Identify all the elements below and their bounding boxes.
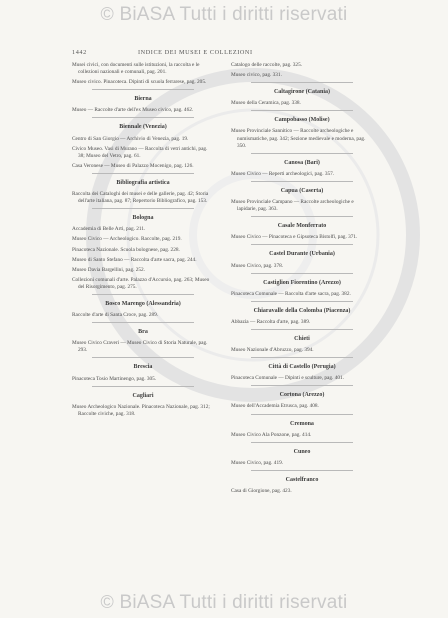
index-heading: Bologna bbox=[132, 215, 154, 222]
index-entry: Civico Museo. Vasi di Murano — Raccolta di vetri antichi, pag. 38; Museo del Vetro, pag. 61. bbox=[72, 145, 208, 159]
index-entry: Museo Nazionale d'Abruzzo, pag. 394. bbox=[231, 347, 314, 354]
index-entry: Pinacoteca Nazionale. Scuola bolognese, pag. 228. bbox=[72, 246, 180, 253]
index-heading: Cortona (Arezzo) bbox=[279, 392, 325, 399]
index-entry: Museo civico, pag. 331. bbox=[231, 72, 282, 79]
index-entry: Museo Civico, pag. 419. bbox=[231, 459, 284, 466]
index-heading: Canosa (Bari) bbox=[284, 159, 320, 166]
watermark-text: BiASA Tutti i diritti riservati bbox=[119, 592, 348, 613]
index-entry: Casa Veronese — Museo di Palazzo Mocenigo, pag. 126. bbox=[72, 162, 194, 169]
index-entry: Museo civico. Pinacoteca. Dipinti di scuola ferrarese, pag. 205. bbox=[72, 79, 207, 86]
index-heading: Castiglion Fiorentino (Arezzo) bbox=[263, 279, 341, 286]
index-heading: Brescia bbox=[133, 364, 153, 371]
index-entry: Museo Civico, pag. 378. bbox=[231, 262, 284, 269]
section-divider bbox=[92, 208, 194, 209]
section-divider bbox=[251, 82, 353, 83]
section-divider bbox=[251, 301, 353, 302]
index-heading: Cuneo bbox=[293, 448, 311, 455]
index-entry: Accademia di Belle Arti, pag. 211. bbox=[72, 226, 146, 233]
page-number: 1442 bbox=[72, 49, 87, 56]
index-entry: Museo — Raccolte d'arte dell'ex Museo civico, pag. 462. bbox=[72, 107, 194, 114]
index-entry: Museo Civico — Archeologico. Raccolte, pag. 219. bbox=[72, 236, 182, 243]
index-entry: Musei civici, con documenti sulle istituzioni, la raccolta e le collezioni nazionali e comunali, pag. 201. bbox=[72, 62, 200, 76]
index-entry: Raccolte d'arte di Santa Croce, pag. 289. bbox=[72, 312, 159, 319]
index-heading: Chiaravalle della Colomba (Piacenza) bbox=[253, 307, 351, 314]
section-divider bbox=[251, 442, 353, 443]
index-heading: Campobasso (Molise) bbox=[274, 117, 330, 124]
right-column bbox=[231, 62, 373, 498]
index-entry: Museo della Ceramica, pag. 338. bbox=[231, 100, 301, 107]
section-divider bbox=[251, 244, 353, 245]
index-heading: Castelfranco bbox=[285, 476, 319, 483]
index-entry: Casa di Giorgione, pag. 423. bbox=[231, 488, 292, 494]
index-heading: Cremona bbox=[290, 420, 314, 427]
index-entry: Catalogo delle raccolte, pag. 325. bbox=[231, 62, 303, 68]
left-column bbox=[72, 62, 214, 421]
watermark-top bbox=[0, 4, 448, 26]
section-divider bbox=[251, 414, 353, 415]
index-entry: Collezioni comunali d'arte. Palazzo d'Accursio, pag. 263; Museo del Risorgimento, pag. 275. bbox=[72, 276, 210, 290]
index-heading: Città di Castello (Perugia) bbox=[268, 364, 336, 371]
index-entry: Museo Provinciale Sannitico — Raccolte archeologiche e numismatiche, pag. 342; Sezione medievale e moderna, pag. 350. bbox=[231, 128, 366, 149]
index-entry: Museo Civico Craveri — Museo Civico di Storia Naturale, pag. 293. bbox=[72, 340, 208, 354]
index-entry: Pinacoteca Tosio Martinengo, pag. 305. bbox=[72, 375, 157, 382]
index-entry: Museo dell'Accademia Etrusca, pag. 408. bbox=[231, 403, 319, 410]
index-heading: Biennale (Venezia) bbox=[119, 124, 167, 131]
index-entry: Museo Archeologico Nazionale. Pinacoteca Nazionale, pag. 312; Raccolte civiche, pag. 318. bbox=[72, 403, 210, 417]
section-divider bbox=[251, 470, 353, 471]
index-entry: Museo Civico — Reperti archeologici, pag. 357. bbox=[231, 170, 335, 177]
copyright-symbol: © bbox=[100, 4, 115, 24]
section-divider bbox=[92, 89, 194, 90]
index-entry: Centro di San Giorgio — Archivio di Venezia, pag. 19. bbox=[72, 135, 189, 142]
section-divider bbox=[251, 385, 353, 386]
index-entry: Pinacoteca Comunale — Dipinti e sculture, pag. 401. bbox=[231, 375, 344, 382]
section-divider bbox=[251, 181, 353, 182]
section-divider bbox=[251, 153, 353, 154]
index-entry: Museo di Santo Stefano — Raccolta d'arte sacra, pag. 244. bbox=[72, 256, 197, 263]
section-divider bbox=[92, 386, 194, 387]
index-entry: Museo Civico Ala Ponzone, pag. 414. bbox=[231, 431, 312, 438]
index-entry: Pinacoteca Comunale — Raccolta d'arte sacra, pag. 382. bbox=[231, 290, 351, 297]
section-divider bbox=[251, 329, 353, 330]
index-heading: Castel Durante (Urbania) bbox=[269, 251, 335, 258]
section-divider bbox=[251, 273, 353, 274]
section-divider bbox=[251, 110, 353, 111]
section-divider bbox=[251, 357, 353, 358]
index-heading: Caltagirone (Catania) bbox=[273, 89, 331, 96]
index-entry: Museo Provinciale Campano — Raccolte archeologiche e lapidarie, pag. 363. bbox=[231, 199, 354, 213]
section-divider bbox=[92, 173, 194, 174]
index-heading: Cagliari bbox=[132, 392, 154, 399]
index-entry: Abbazia — Raccolta d'arte, pag. 389. bbox=[231, 318, 311, 325]
index-heading: Casale Monferrato bbox=[277, 223, 327, 230]
index-heading: Capua (Caserta) bbox=[280, 187, 324, 194]
index-entry: Museo Davia Bargellini, pag. 252. bbox=[72, 266, 146, 273]
watermark-bottom bbox=[0, 592, 448, 614]
section-divider bbox=[92, 117, 194, 118]
section-divider bbox=[251, 216, 353, 217]
index-entry: Raccolta dei Cataloghi dei musei e delle gallerie, pag. 42; Storia dell'arte italiana, pag. 87; Repertorio Bibliografico, pag. 153. bbox=[72, 191, 209, 205]
index-heading: Bibliografia artistica bbox=[116, 179, 170, 186]
copyright-symbol: © bbox=[100, 592, 115, 612]
index-entry: Museo Civico — Pinacoteca e Gipsoteca Bistolfi, pag. 371. bbox=[231, 234, 358, 241]
index-heading: Bra bbox=[138, 329, 148, 336]
index-heading: Bierna bbox=[134, 96, 152, 103]
index-heading: Chieti bbox=[294, 335, 310, 342]
section-divider bbox=[92, 294, 194, 295]
index-heading: Bosco Marengo (Alessandria) bbox=[105, 300, 181, 307]
section-divider bbox=[92, 322, 194, 323]
watermark-text: BiASA Tutti i diritti riservati bbox=[119, 4, 348, 25]
section-divider bbox=[92, 357, 194, 358]
running-title: INDICE DEI MUSEI E COLLEZIONI bbox=[138, 49, 253, 56]
